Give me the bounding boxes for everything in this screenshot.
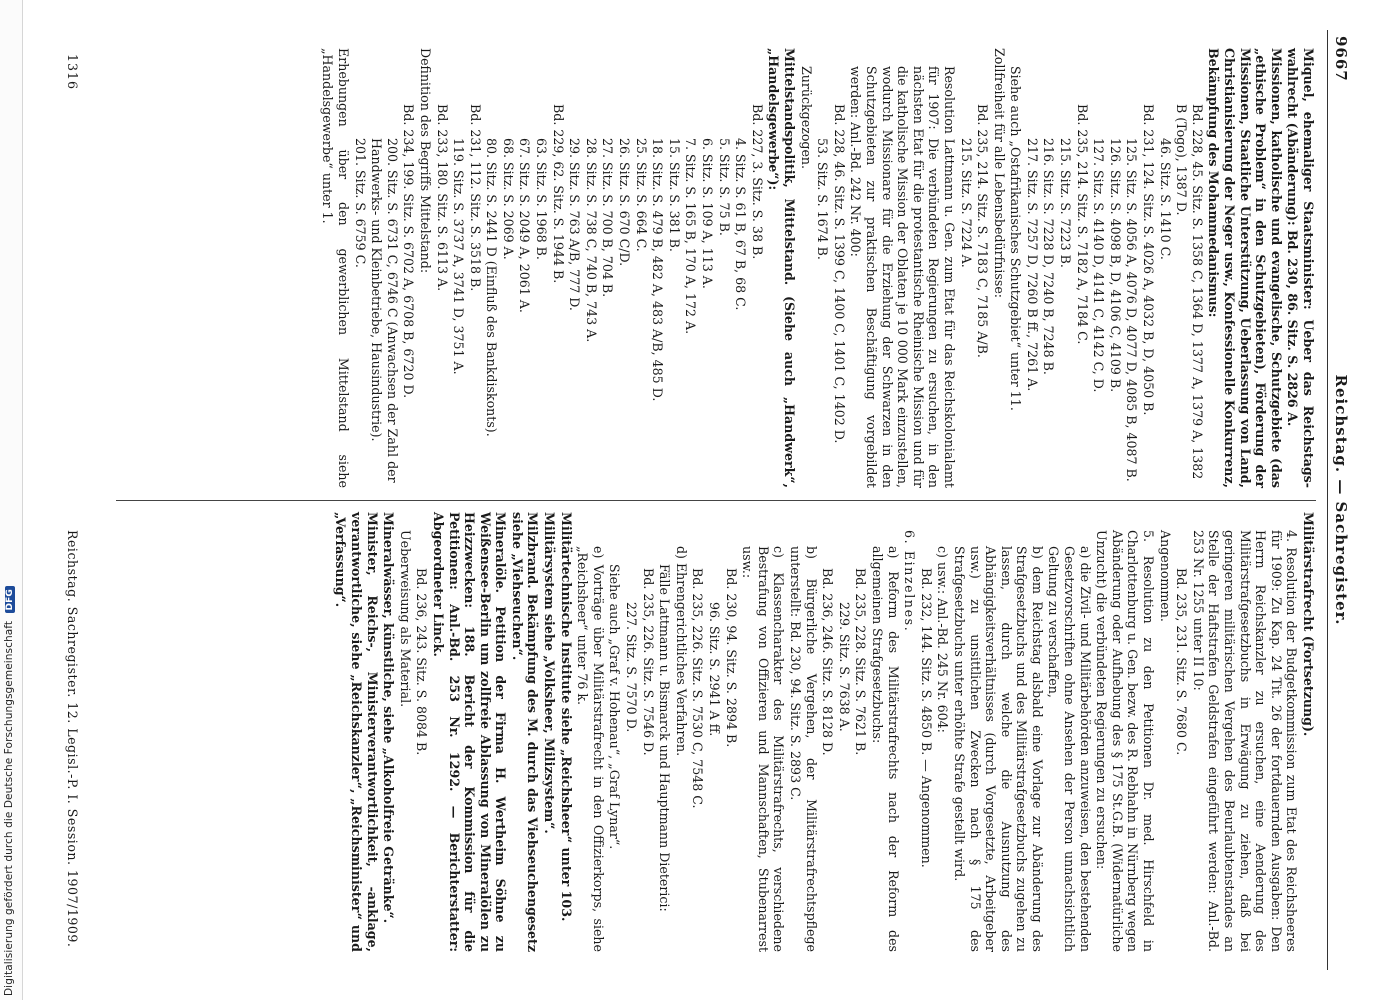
index-entry: 119. Sitz. S. 3737 A, 3741 D, 3751 A.: [451, 138, 467, 375]
index-entry: 6. Einzelnes.: [902, 530, 918, 633]
index-entry: Siehe auch „Graf v. Hohenau“, „Graf Lynar“.: [607, 564, 623, 850]
index-entry: 200. Sitz. S. 6731 C, 6746 C (Anwachsen der Zahl der Handwerks- und Kleinbetriebe, Hausindustrie).: [369, 138, 400, 483]
index-entry: b) Bürgerliche Vergehen, der Militärstrafrechtspflege unterstellt: Bd. 230, 94. Sitz. S. 2893 C.: [788, 546, 819, 952]
running-title: Reichstag. — Sachregister.: [1332, 374, 1350, 626]
index-entry: Bd. 235, 231. Sitz. S. 7680 C.: [1174, 568, 1190, 756]
index-entry: 25. Sitz. S. 664 C.: [633, 138, 649, 252]
index-entry: Siehe auch „Ostafrikanisches Schutzgebiet“ unter 11.: [1008, 66, 1024, 411]
footer-number: 1316: [65, 54, 80, 91]
digitization-sidebar: [0, 0, 23, 1000]
left-column: [319, 48, 1316, 488]
index-entry: 5. Sitz. S. 75 B.: [716, 138, 732, 236]
dfg-logo: DFG: [5, 586, 15, 613]
index-entry: 6. Sitz. S. 109 A, 113 A.: [700, 138, 716, 289]
index-entry: 7. Sitz. S. 165 B, 170 A, 172 A.: [683, 138, 699, 335]
index-entry: Militärsystem siehe „Volksheer, Milizsystem“.: [542, 512, 558, 834]
index-entry: Bd. 233, 180. Sitz. S. 6113 A.: [434, 104, 450, 292]
page-footer: [60, 30, 82, 970]
index-entry: Fälle Lattmann u. Bismarck und Hauptmann Dieterici:: [657, 564, 673, 912]
index-entry: Bd. 235, 228. Sitz. S. 7621 B.: [853, 568, 869, 756]
funding-note: [3, 586, 15, 996]
index-entry: Bd. 230, 94. Sitz. S. 2894 B.: [723, 568, 739, 748]
index-entry: Bd. 232, 144. Sitz. S. 4850 B. — Angenommen.: [918, 568, 934, 868]
index-entry: Angenommen.: [1157, 530, 1173, 622]
index-entry: 53. Sitz. S. 1674 B.: [815, 138, 831, 260]
index-entry: 67. Sitz. S. 2049 A, 2061 A.: [517, 138, 533, 313]
index-entry: Militärstrafrecht (Fortsetzung).: [1301, 512, 1316, 737]
funding-note-text: Digitalisierung gefördert durch die Deutsche Forschungsgemeinschaft: [3, 620, 15, 996]
index-entry: Bd. 228, 45. Sitz. S. 1358 C, 1364 D, 1377 A, 1379 A, 1382 B (Togo), 1387 D.: [1174, 104, 1205, 480]
index-entry: Bd. 234, 199. Sitz. S. 6702 A, 6708 B, 6720 D.: [401, 104, 417, 399]
index-entry: Bd. 235, 226. Sitz. S. 7530 C, 7548 C.: [690, 568, 706, 809]
index-entry: b) dem Reichstag alsbald eine Vorlage zur Abänderung des Strafgesetzbuchs und des Militärstrafgesetzbuchs zugehen zu lassen, durch welche die Ausnutzung des Abhängigkeitsverhältnisses (durch Vorgesetzte, Arbeitgeber usw.) zu unsittlichen Zwecken nach § 175 des Strafgesetzbuchs unter erhöhte Strafe gestellt wird.: [951, 546, 1045, 952]
index-entry: Militärtechnische Institute siehe „Reichsheer“ unter 103.: [558, 512, 574, 922]
index-entry: Bd. 228, 46. Sitz. S. 1399 C, 1400 C, 1401 C, 1402 D.: [831, 104, 847, 444]
index-entry: 80. Sitz. S. 2441 D (Einfluß des Bankdiskonts).: [484, 138, 500, 437]
index-entry: 15. Sitz. S. 381 B.: [666, 138, 682, 252]
index-entry: Definition des Begriffs Mittelstand:: [417, 48, 433, 274]
index-entry: 201. Sitz. S. 6759 C.: [352, 138, 368, 268]
index-entry: 5. Resolution zu den Petitionen Dr. med. Hirschfeld in Charlottenburg u. Gen. bezw. des R. Rebhahn in Nürnberg wegen Abänderung oder Aufhebung des § 175 St.G.B. (Widernatürliche Unzucht) die verbündeten Regierungen zu ersuchen:: [1094, 530, 1157, 952]
column-divider: [116, 500, 1316, 501]
index-entry: Mineralöle. Petition der Firma H. Wertheim Söhne zu Weißensee-Berlin um zollfreie Ablassung von Mineralölen zu Heizzwecken: 188. Bericht der Kommission für die Petitionen: Anl.-Bd. 253 Nr. 1292. — Berichterstatter: Abgeordneter Linck.: [430, 512, 509, 952]
index-entry: Ueberweisung als Material.: [397, 530, 413, 708]
index-entry: 26. Sitz. S. 670 C/D.: [617, 138, 633, 267]
index-entry: Resolution Lattmann u. Gen. zum Etat für das Reichskolonialamt für 1907: Die verbündeten Regierungen zu ersuchen, in den nächsten Etat für die protestantische Rheinische Mission und für die katholische Mission der Oblaten je 10 000 Mark einzustellen, wodurch Missionare für die Erziehung der Schwarzen in den Schutzgebieten zur praktischen Beschäftigung vorgebildet werden: Anl.-Bd. 242 Nr. 400:: [848, 66, 957, 488]
index-entry: 29. Sitz. S. 763 A/B, 777 D.: [567, 138, 583, 311]
index-entry: a) die Zivil- und Militärbehörden anzuweisen, den bestehenden Gesetzvorschriften ohne Ansehen der Person unnachsichtlich Geltung zu verschaffen,: [1046, 546, 1093, 952]
index-entry: 227. Sitz. S. 7570 D.: [624, 602, 640, 733]
index-entry: Bd. 236, 243. Sitz. S. 8084 B.: [414, 568, 430, 756]
index-entry: d) Ehrengerichtliches Verfahren.: [673, 546, 689, 757]
page-number: 9667: [1332, 36, 1350, 82]
index-entry: Bd. 235, 226. Sitz. S. 7546 D.: [640, 568, 656, 756]
index-entry: Bd. 227, 3. Sitz. S. 38 B.: [749, 104, 765, 260]
index-entry: e) Vorträge über Militärstrafrecht in den Offizierkorps, siehe „Reichsheer“ unter 76 k.: [575, 546, 606, 952]
index-entry: Missionen, katholische und evangelische, Schutzgebiete (das „ethische Problem“ in den Schutzgebieten), Förderung der Missionen, Staatliche Unterstützung, Ueberlassung von Land, Christianisierung der Neger usw., Konfessionelle Konkurrenz, Bekämpfung des Mohammedanismus:: [1206, 48, 1284, 488]
index-entry: Bd. 231, 124. Sitz. S. 4026 A, 4032 B, D, 4050 B.: [1141, 104, 1157, 416]
index-entry: 4. Sitz. S. 61 B, 67 B, 68 C.: [733, 138, 749, 311]
index-entry: 126. Sitz. S. 4098 B, D, 4106 C, 4109 B.: [1107, 138, 1123, 393]
footer-source: Reichstag. Sachregister. 12. Legisl.-P. I. Session. 1907/1909.: [65, 530, 80, 948]
right-column: [332, 512, 1316, 952]
index-entry: Bd. 236, 246. Sitz. S. 8128 D.: [820, 568, 836, 756]
index-entry: 28. Sitz. S. 738 C, 740 B, 743 A.: [583, 138, 599, 343]
index-entry: 215. Sitz. S. 7223 B.: [1058, 138, 1074, 268]
index-entry: 46. Sitz. S. 1410 C.: [1157, 138, 1173, 260]
index-entry: Erhebungen über den gewerblichen Mittelstand siehe „Handelsgewerbe“ unter 1.: [320, 48, 351, 488]
index-entry: 68. Sitz. S. 2069 A.: [500, 138, 516, 260]
index-entry: Mineralwässer, künstliche, siehe „Alkoholfreie Getränke“.: [381, 512, 397, 924]
index-entry: Zollfreiheit für alle Lebensbedürfnisse:: [991, 48, 1007, 299]
index-entry: 127. Sitz. S. 4140 D, 4141 C, 4142 C, D.: [1091, 138, 1107, 393]
index-entry: Bd. 231, 112. Sitz. S. 3518 B.: [467, 104, 483, 292]
scanned-page: [42, 30, 1352, 970]
index-entry: 63. Sitz. S. 1968 B.: [534, 138, 550, 260]
index-entry: Bd. 235, 214. Sitz. S. 7183 C, 7185 A/B.: [975, 104, 991, 358]
index-entry: Miquel, ehemaliger Staatsminister: Ueber das Reichstags-wahlrecht (Abänderung): Bd. 230, 86. Sitz. S. 2826 A.: [1285, 48, 1316, 488]
index-entry: Zurückgezogen.: [798, 66, 814, 170]
page-header: [1327, 30, 1352, 970]
index-entry: 4. Resolution der Budgetkommission zum Etat des Reichsheeres für 1909: Zu Kap. 24 Tit. 26 der fortdauernden Ausgaben: Den Herrn Reichskanzler zu ersuchen, eine Aenderung des Militärstrafgesetzbuchs in Erwägung zu ziehen, daß bei geringeren militärischen Vergehen des Beurlaubtenstandes an Stelle der Haftstrafen Geldstrafen eingeführt werden: Anl.-Bd. 253 Nr. 1255 unter II 10:: [1190, 530, 1300, 952]
index-entry: 216. Sitz. S. 7228 D, 7240 B, 7248 B.: [1041, 138, 1057, 375]
index-entry: c) usw.: Anl.-Bd. 245 Nr. 604:: [935, 546, 951, 733]
index-entry: Mittelstandspolitik, Mittelstand. (Siehe auch „Handwerk“, „Handelsgewerbe“):: [766, 48, 797, 488]
index-entry: 215. Sitz. S. 7224 A.: [958, 138, 974, 268]
index-entry: Minister, Reichs-, Ministerverantwortlichkeit, -anklage, verantwortliche, siehe „Reichskanzler“, „Reichsminister“ und „Verfassung“.: [333, 512, 380, 952]
index-entry: 125. Sitz. S. 4056 A, 4076 D, 4077 D, 4085 B, 4087 B.: [1124, 138, 1140, 482]
index-entry: Milzbrand. Bekämpfung des M. durch das Viehseuchengesetz siehe „Viehseuchen“.: [509, 512, 541, 952]
index-entry: c) Klassencharakter des Militärstrafrechts, verschiedene Bestrafung von Offizieren und Mannschaften, Stubenarrest usw.:: [740, 546, 787, 952]
index-entry: a) Reform des Militärstrafrechts nach der Reform des allgemeinen Strafgesetzbuchs:: [869, 546, 901, 952]
index-entry: 96. Sitz. S. 2941 A ff.: [707, 602, 723, 737]
index-entry: 18. Sitz. S. 479 B, 482 A, 483 A/B, 485 D.: [650, 138, 666, 402]
index-entry: 217. Sitz. S. 7257 D, 7260 B ff., 7261 A.: [1024, 138, 1040, 392]
index-entry: 27. Sitz. S. 700 B, 704 B.: [600, 138, 616, 298]
index-entry: 229. Sitz. S. 7638 A.: [836, 602, 852, 732]
index-entry: Bd. 229, 62. Sitz. S. 1944 B.: [550, 104, 566, 284]
index-entry: Bd. 235, 214. Sitz. S. 7182 A, 7184 C.: [1074, 104, 1090, 345]
